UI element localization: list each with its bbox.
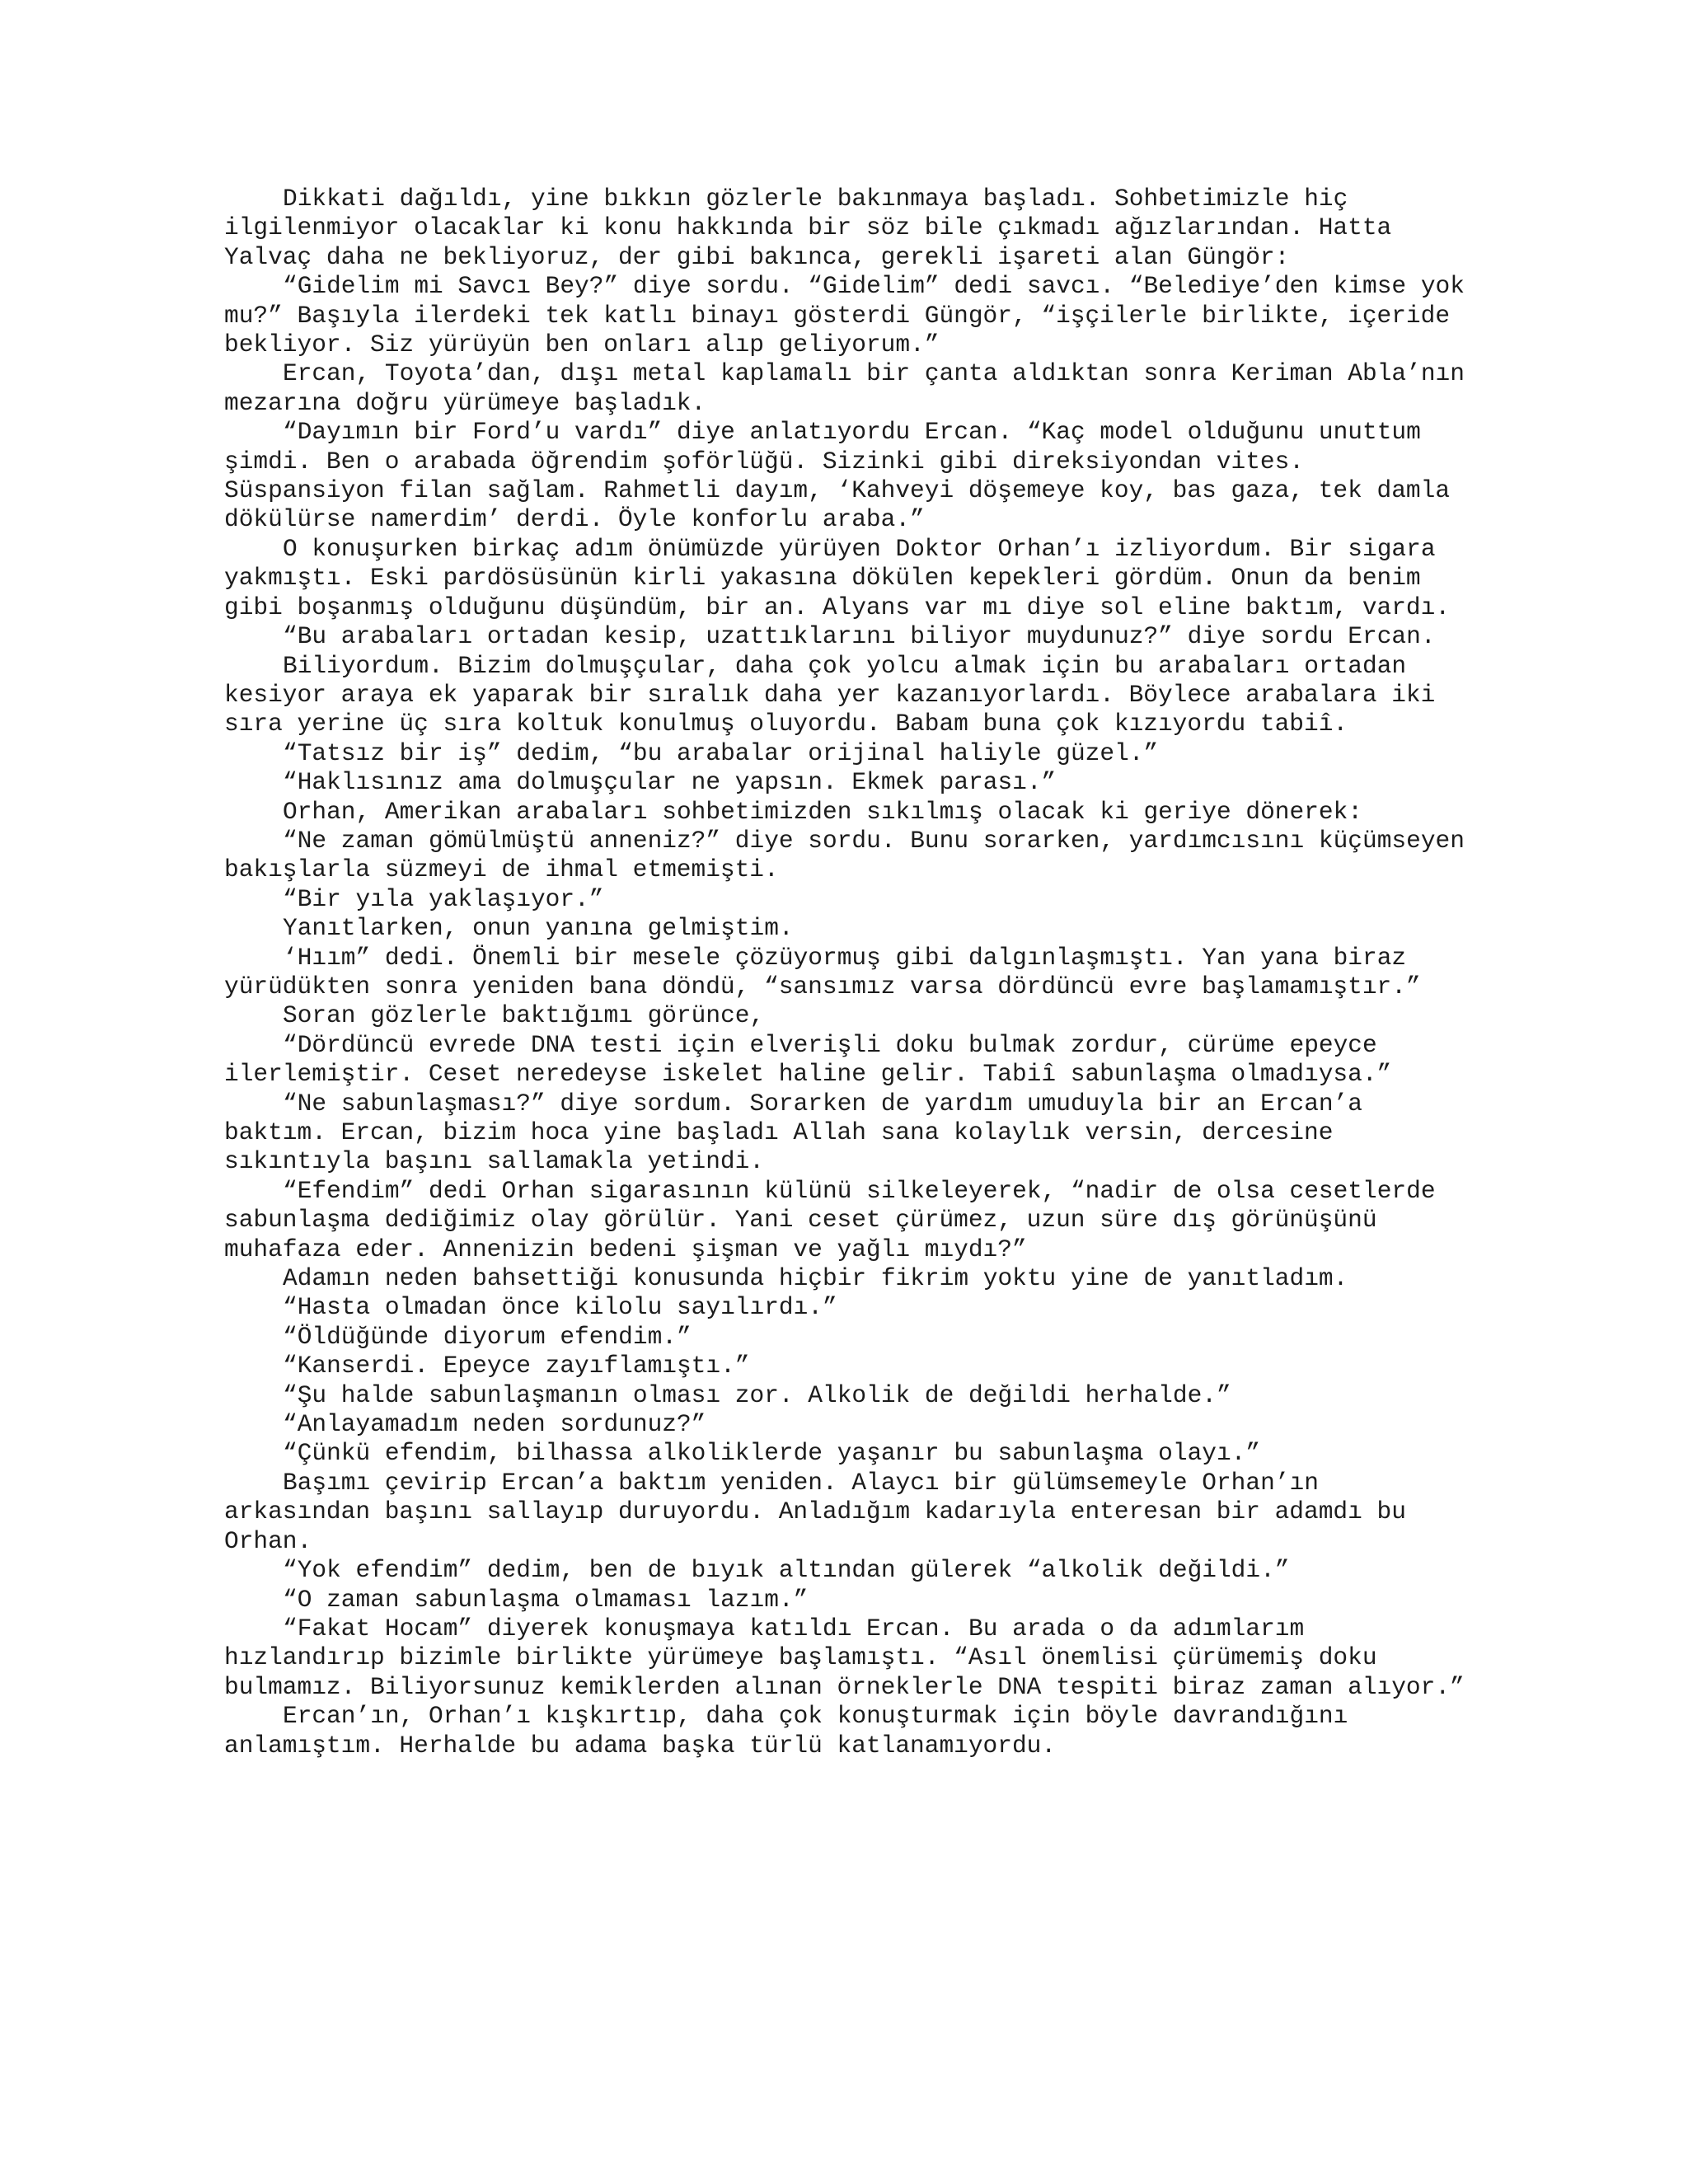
paragraph: “Gidelim mi Savcı Bey?” diye sordu. “Gidelim” dedi savcı. “Belediye’den kimse yok mu?” Başıyla ilerdeki tek katlı binayı gösterdi Güngör, “işçilerle birlikte, içeride bekliyor. Siz yürüyün ben onları alıp geliyorum.” (224, 272, 1479, 359)
paragraph: Adamın neden bahsettiği konusunda hiçbir fikrim yoktu yine de yanıtladım. (283, 1264, 1348, 1293)
paragraph: Dikkati dağıldı, yine bıkkın gözlerle bakınmaya başladı. Sohbetimizle hiç ilgilenmiyor olacaklar ki konu hakkında bir söz bile çıkmadı ağızlarından. Hatta Yalvaç daha ne bekliyoruz, der gibi bakınca, gerekli işareti alan Güngör: (224, 185, 1406, 271)
paragraph: Yanıtlarken, onun yanına gelmiştim. (283, 914, 794, 943)
paragraph: “Ne sabunlaşması?” diye sordum. Sorarken de yardım umuduyla bir an Ercan’a baktım. Ercan, bizim hoca yine başladı Allah sana kolaylık versin, dercesine sıkıntıyla başını sallamakla yetindi. (224, 1089, 1377, 1176)
paragraph: “Bu arabaları ortadan kesip, uzattıklarını biliyor muydunuz?” diye sordu Ercan. (283, 622, 1436, 651)
document-page (224, 185, 1477, 1760)
paragraph: Soran gözlerle baktığımı görünce, (283, 1001, 765, 1030)
paragraph: “Bir yıla yaklaşıyor.” (283, 884, 604, 913)
body-text (224, 185, 1477, 1760)
paragraph: Orhan, Amerikan arabaları sohbetimizden sıkılmış olacak ki geriye dönerek: (283, 797, 1363, 826)
paragraph: Ercan’ın, Orhan’ı kışkırtıp, daha çok konuşturmak için böyle davrandığını anlamıştım. Herhalde bu adama başka türlü katlanamıyordu. (224, 1702, 1363, 1760)
paragraph: “Çünkü efendim, bilhassa alkoliklerde yaşanır bu sabunlaşma olayı.” (283, 1439, 1261, 1468)
paragraph: “Ne zaman gömülmüştü anneniz?” diye sordu. Bunu sorarken, yardımcısını küçümseyen bakışlarla süzmeyi de ihmal etmemişti. (224, 826, 1479, 884)
paragraph: “Tatsız bir iş” dedim, “bu arabalar orijinal haliyle güzel.” (283, 738, 1159, 767)
paragraph: ‘Hıım” dedi. Önemli bir mesele çözüyormuş gibi dalgınlaşmıştı. Yan yana biraz yürüdükten sonra yeniden bana döndü, “sansımız varsa dördüncü evre başlamamıştır.” (224, 943, 1421, 1001)
paragraph: Başımı çevirip Ercan’a baktım yeniden. Alaycı bir gülümsemeyle Orhan’ın arkasından başını sallayıp duruyordu. Anladığım kadarıyla enteresan bir adamdı bu Orhan. (224, 1468, 1421, 1555)
paragraph: “Yok efendim” dedim, ben de bıyık altından gülerek “alkolik değildi.” (283, 1556, 1290, 1585)
paragraph: “Kanserdi. Epeyce zayıflamıştı.” (283, 1352, 750, 1380)
paragraph: “Şu halde sabunlaşmanın olması zor. Alkolik de değildi herhalde.” (283, 1380, 1231, 1409)
paragraph: “O zaman sabunlaşma olmaması lazım.” (283, 1585, 809, 1614)
paragraph: “Öldüğünde diyorum efendim.” (283, 1322, 692, 1351)
paragraph: Biliyordum. Bizim dolmuşçular, daha çok yolcu almak için bu arabaları ortadan kesiyor araya ek yaparak bir sıralık daha yer kazanıyorlardı. Böylece arabalara iki sıra yerine üç sıra koltuk konulmuş oluyordu. Babam buna çok kızıyordu tabiî. (224, 651, 1451, 738)
paragraph: “Anlayamadım neden sordunuz?” (283, 1410, 706, 1439)
paragraph: “Haklısınız ama dolmuşçular ne yapsın. Ekmek parası.” (283, 768, 1057, 797)
paragraph: “Dördüncü evrede DNA testi için elverişli doku bulmak zordur, cürüme epeyce ilerlemiştir. Ceset neredeyse iskelet haline gelir. Tabiî sabunlaşma olmadıysa.” (224, 1030, 1392, 1089)
paragraph: “Fakat Hocam” diyerek konuşmaya katıldı Ercan. Bu arada o da adımlarım hızlandırıp bizimle birlikte yürümeye başlamıştı. “Asıl önemlisi çürümemiş doku bulmamız. Biliyorsunuz kemiklerden alınan örneklerle DNA tespiti biraz zaman alıyor.” (224, 1614, 1465, 1701)
paragraph: Ercan, Toyota’dan, dışı metal kaplamalı bir çanta aldıktan sonra Keriman Abla’nın mezarına doğru yürümeye başladık. (224, 359, 1479, 417)
paragraph: O konuşurken birkaç adım önümüzde yürüyen Doktor Orhan’ı izliyordum. Bir sigara yakmıştı. Eski pardösüsünün kirli yakasına dökülen kepekleri gördüm. Onun da benim gibi boşanmış olduğunu düşündüm, bir an. Alyans var mı diye sol eline baktım, vardı. (224, 534, 1451, 621)
paragraph: “Hasta olmadan önce kilolu sayılırdı.” (283, 1293, 837, 1322)
paragraph: “Dayımın bir Ford’u vardı” diye anlatıyordu Ercan. “Kaç model olduğunu unuttum şimdi. Ben o arabada öğrendim şoförlüğü. Sizinki gibi direksiyondan vites. Süspansiyon filan sağlam. Rahmetli dayım, ‘Kahveyi döşemeye koy, bas gaza, tek damla dökülürse namerdim’ derdi. Öyle konforlu araba.” (224, 418, 1465, 534)
paragraph: “Efendim” dedi Orhan sigarasının külünü silkeleyerek, “nadir de olsa cesetlerde sabunlaşma dediğimiz olay görülür. Yani ceset çürümez, uzun süre dış görünüşünü muhafaza eder. Annenizin bedeni şişman ve yağlı mıydı?” (224, 1176, 1451, 1263)
